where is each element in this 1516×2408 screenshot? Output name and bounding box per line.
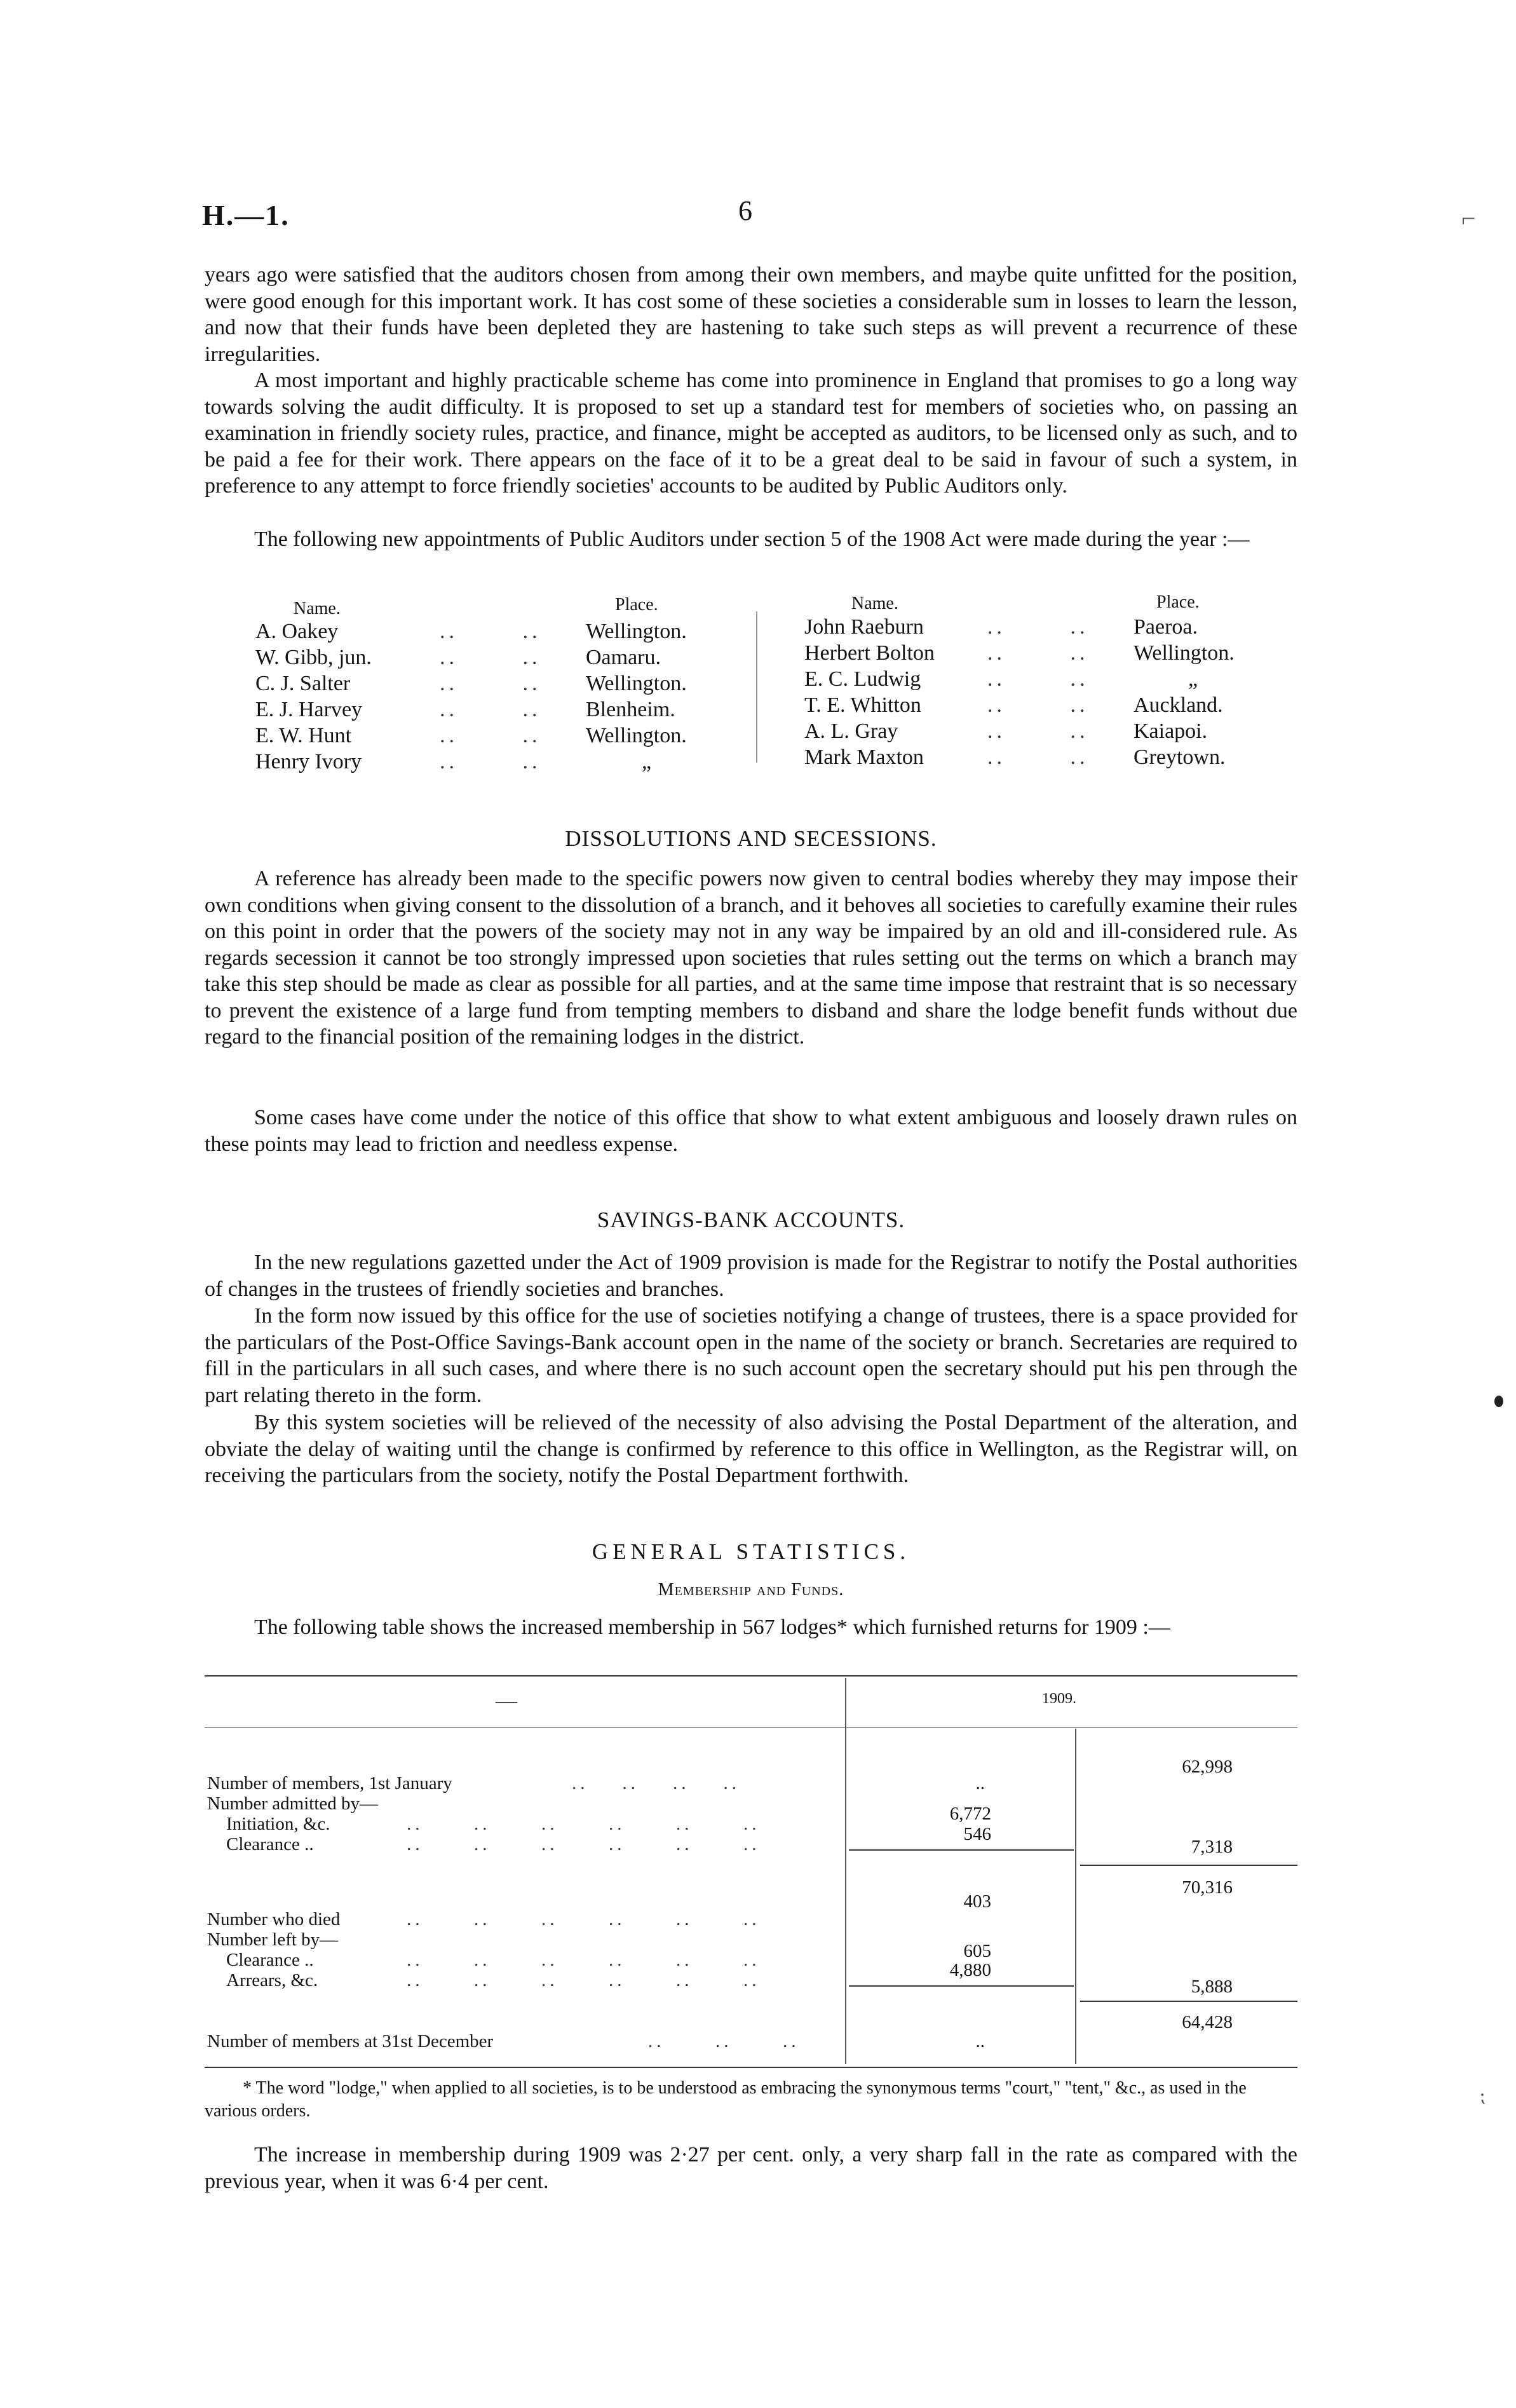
left-name-header: Name. bbox=[294, 599, 341, 618]
leader-dots: .. .. .. .. .. .. bbox=[407, 1970, 761, 1990]
table-col-divider-2b bbox=[1075, 2013, 1076, 2064]
row-label-members-jan: Number of members, 1st January bbox=[207, 1773, 452, 1793]
auditor-place: Wellington. bbox=[1134, 641, 1235, 665]
auditor-name: T. E. Whitton bbox=[804, 693, 921, 717]
auditor-place: Greytown. bbox=[1134, 745, 1226, 769]
detail-subtotal-rule bbox=[849, 1849, 1074, 1851]
auditor-name: E. C. Ludwig bbox=[804, 667, 921, 691]
appointment-row: W. Gibb, jun. .. .. Oamaru. bbox=[255, 644, 661, 671]
closing-paragraph: The increase in membership during 1909 was 2·27 per cent. only, a very sharp fall in the rate as compared with the previous year, when it was 6·4 per cent. bbox=[205, 2143, 1297, 2193]
table-year-header: 1909. bbox=[1042, 1690, 1076, 1707]
cell-clearance-in-total: 7,318 bbox=[1191, 1837, 1233, 1857]
right-place-header: Place. bbox=[1156, 592, 1200, 612]
auditor-name: W. Gibb, jun. bbox=[255, 646, 372, 669]
intro-paragraph-2: A most important and highly practicable scheme has come into prominence in England that promises to go a long way towards solving the audit difficulty. It is proposed to set up a standard test for members of societies who, on passing an examination in friendly society rules, practice, and finance, might be accepted as auditors, to be licensed only as such, and to be paid a fee for their work. There appears on the face of it to be a great deal to be said in favour of such a system, in preference to any attempt to force friendly societies' accounts to be audited by Public Auditors only. bbox=[205, 369, 1297, 498]
auditor-place: Wellington. bbox=[586, 620, 687, 643]
auditor-name: John Raeburn bbox=[804, 615, 924, 639]
detail-deduction-rule bbox=[849, 1985, 1074, 1987]
table-bottom-rule bbox=[205, 2067, 1297, 2068]
row-label-left-by: Number left by— bbox=[207, 1929, 339, 1950]
cell-initiation-detail: 6,772 bbox=[949, 1804, 991, 1824]
row-label-members-dec: Number of members at 31st December bbox=[207, 2031, 494, 2051]
row-label-clearance-in: Clearance .. bbox=[226, 1834, 314, 1854]
statistics-subheading: Membership and Funds. bbox=[658, 1580, 844, 1600]
cell-members-jan-total: 62,998 bbox=[1182, 1757, 1233, 1777]
appointment-row: Herbert Bolton .. .. Wellington. bbox=[804, 640, 1235, 667]
auditor-place: Kaiapoi. bbox=[1134, 719, 1208, 743]
dissolutions-heading: DISSOLUTIONS AND SECESSIONS. bbox=[565, 826, 937, 851]
appointment-row: C. J. Salter .. .. Wellington. bbox=[255, 670, 687, 697]
leader-dots: .. .. .. .. .. .. bbox=[407, 1950, 761, 1970]
savings-heading: SAVINGS-BANK ACCOUNTS. bbox=[597, 1207, 905, 1232]
appointment-row: A. Oakey .. .. Wellington. bbox=[255, 618, 687, 645]
auditor-place: Wellington. bbox=[586, 724, 687, 747]
margin-mark: ⌐ bbox=[1461, 204, 1476, 233]
auditor-place: „ bbox=[642, 750, 652, 773]
statistics-heading: GENERAL STATISTICS. bbox=[592, 1539, 910, 1564]
appointment-row: E. J. Harvey .. .. Blenheim. bbox=[255, 697, 675, 723]
row-label-clearance-out: Clearance .. bbox=[226, 1950, 314, 1970]
footnote: * The word "lodge," when applied to all societies, is to be understood as embracing the synonymous terms "court," "tent," &c., as used in the various orders. bbox=[205, 2078, 1247, 2121]
auditor-name: E. J. Harvey bbox=[255, 698, 363, 721]
auditor-name: E. W. Hunt bbox=[255, 724, 352, 747]
auditor-place: Oamaru. bbox=[586, 646, 661, 669]
leader-dots: .. .. .. .. .. .. bbox=[407, 1814, 761, 1834]
leader-dots: .. .. .. .. bbox=[572, 1773, 740, 1793]
total-subtotal-rule bbox=[1080, 1865, 1297, 1866]
right-name-header: Name. bbox=[851, 594, 898, 613]
cell-clearance-out-detail: 605 bbox=[963, 1941, 991, 1961]
total-deduction-rule bbox=[1080, 2001, 1297, 2002]
appointments-divider bbox=[756, 611, 757, 763]
auditor-name: Henry Ivory bbox=[255, 750, 362, 773]
dissolutions-paragraph-2: Some cases have come under the notice of this office that show to what extent ambiguous and loosely drawn rules on these points may lead to friction and needless expense. bbox=[205, 1106, 1297, 1156]
auditor-name: A. L. Gray bbox=[804, 719, 898, 743]
auditor-place: Paeroa. bbox=[1134, 615, 1198, 639]
leader-dots: .. .. .. .. .. .. bbox=[407, 1834, 761, 1854]
savings-paragraph-2: In the form now issued by this office for the use of societies notifying a change of trustees, there is a space provided for the particulars of the Post-Office Savings-Bank account open in the name of the society or branch. Secretaries are required to fill in the particulars in all such cases, and where there is no such account open the secretary should put his pen through the part relating thereto in the form. bbox=[205, 1304, 1297, 1407]
savings-paragraph-1: In the new regulations gazetted under the Act of 1909 provision is made for the Registrar to notify the Postal authorities of changes in the trustees of friendly societies and branches. bbox=[205, 1251, 1297, 1301]
table-col-divider-1 bbox=[845, 1678, 846, 2013]
intro-paragraph-3: The following new appointments of Public Auditors under section 5 of the 1908 Act were made during the year :— bbox=[254, 527, 1250, 551]
savings-paragraph-3: By this system societies will be relieved of the necessity of also advising the Postal Department of the alteration, and obviate the delay of waiting until the change is confirmed by reference to this office in Wellington, as the Registrar will, on receiving the particulars from the society, notify the Postal Department forthwith. bbox=[205, 1411, 1297, 1487]
auditor-place: „ bbox=[1188, 667, 1198, 691]
cell-members-jan-detail: .. bbox=[975, 1773, 985, 1793]
row-label-admitted-by: Number admitted by— bbox=[207, 1793, 379, 1814]
leader-dots: .. .. .. bbox=[648, 2031, 800, 2051]
auditor-name: Mark Maxton bbox=[804, 745, 924, 769]
intro-paragraph-1: years ago were satisfied that the auditors chosen from among their own members, and maybe quite unfitted for the position, were good enough for this important work. It has cost some of these societies a considerable sum in losses to learn the lesson, and now that their funds have been depleted they are hastening to take such steps as will prevent a recurrence of these irregularities. bbox=[205, 263, 1297, 366]
dissolutions-paragraph-1: A reference has already been made to the specific powers now given to central bodies whereby they may impose their own conditions when giving consent to the dissolution of a branch, and it behoves all societies to carefully examine their rules on this point in order that the powers of the society may not in any way be impaired by an old and ill-considered rule. As regards secession it cannot be too strongly impressed upon societies that rules setting out the terms on which a branch may take this step should be made as clear as possible for all parties, and at the same time impose that restraint that is so necessary to prevent the existence of a large fund from tempting members to disband and share the lodge benefit funds without due regard to the financial position of the remaining lodges in the district. bbox=[205, 867, 1297, 1049]
report-reference: H.—1. bbox=[202, 199, 290, 231]
cell-clearance-in-detail: 546 bbox=[963, 1824, 991, 1844]
cell-died-detail: 403 bbox=[963, 1891, 991, 1912]
page-number: 6 bbox=[738, 195, 752, 226]
leader-dots: .. .. .. .. .. .. bbox=[407, 1909, 761, 1929]
cell-members-dec-detail: .. bbox=[975, 2031, 985, 2051]
table-top-rule bbox=[205, 1675, 1297, 1677]
row-label-initiation: Initiation, &c. bbox=[226, 1814, 330, 1834]
row-label-died: Number who died bbox=[207, 1909, 341, 1929]
appointment-row: Mark Maxton .. .. Greytown. bbox=[804, 744, 1225, 771]
appointment-row: T. E. Whitton .. .. Auckland. bbox=[804, 692, 1223, 719]
statistics-intro: The following table shows the increased membership in 567 lodges* which furnished returns for 1909 :— bbox=[254, 1616, 1170, 1639]
auditor-name: C. J. Salter bbox=[255, 672, 351, 695]
auditor-place: Wellington. bbox=[586, 672, 687, 695]
appointment-row: John Raeburn .. .. Paeroa. bbox=[804, 614, 1198, 641]
row-label-arrears: Arrears, &c. bbox=[226, 1970, 318, 1990]
cell-subtotal-total: 70,316 bbox=[1182, 1877, 1233, 1898]
cell-members-dec-total: 64,428 bbox=[1182, 2012, 1233, 2032]
left-place-header: Place. bbox=[615, 595, 658, 615]
appointment-row: Henry Ivory .. .. „ bbox=[255, 749, 651, 775]
table-stub-header: — bbox=[496, 1689, 517, 1713]
cell-arrears-detail: 4,880 bbox=[949, 1960, 991, 1980]
cell-arrears-total: 5,888 bbox=[1191, 1976, 1233, 1997]
appointment-row: A. L. Gray .. .. Kaiapoi. bbox=[804, 718, 1207, 745]
appointment-row: E. W. Hunt .. .. Wellington. bbox=[255, 723, 687, 749]
table-header-rule bbox=[205, 1727, 1297, 1728]
auditor-name: Herbert Bolton bbox=[804, 641, 935, 665]
margin-mark: ⁏ bbox=[1479, 2085, 1486, 2106]
scan-blemish bbox=[1494, 1396, 1503, 1407]
auditor-name: A. Oakey bbox=[255, 620, 339, 643]
appointment-row: E. C. Ludwig .. .. „ bbox=[804, 666, 1198, 693]
table-col-divider-2 bbox=[1075, 1729, 1076, 2013]
auditor-place: Blenheim. bbox=[586, 698, 675, 721]
table-col-divider-1b bbox=[845, 2013, 846, 2064]
auditor-place: Auckland. bbox=[1134, 693, 1223, 717]
